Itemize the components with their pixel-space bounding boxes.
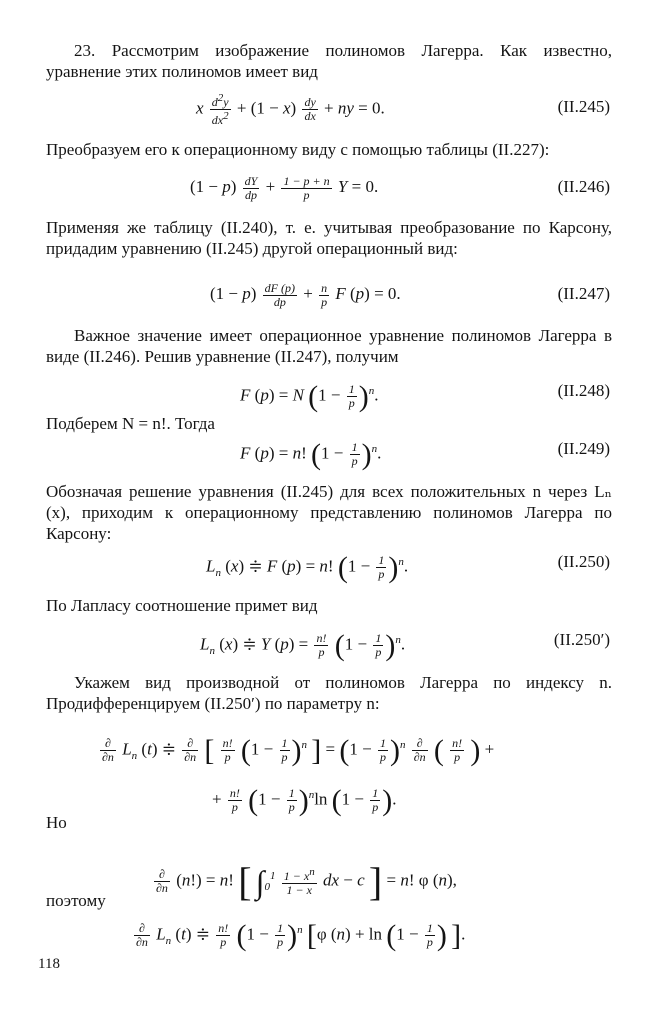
equation-number: (II.246)	[557, 177, 610, 196]
paragraph-therefore: поэтому	[46, 891, 106, 910]
equation-number: (II.249)	[557, 439, 610, 458]
equation-factorial-derivative: $\frac{\partial}{\partial n}$ (n!) = n! [ $\int_0^1$ $\frac{1 - xn}{1 - x}$ dx − c ] = n! φ (n),	[156, 858, 457, 904]
equation-ii-248: F (p) = N (1 − $\frac{1}{p}$ )$^n$.	[240, 379, 379, 413]
equation-ii-249: F (p) = n! (1 − $\frac{1}{p}$ )$^n$.	[240, 437, 382, 471]
equation-ii-246: (1 − p) $\frac{dY}{dp}$ + $\frac{1 - p + n}{p}$ Y = 0.	[190, 173, 379, 202]
equation-number: (II.245)	[557, 97, 610, 116]
paragraph-intro: 23. Рассмотрим изображение полиномов Лагерра. Как известно, уравнение этих полиномов имеет вид	[46, 41, 612, 81]
equation-derivative-line2: + $\frac{n!}{p}$ (1 − $\frac{1}{p}$ )$^n$ln (1 − $\frac{1}{p}$ ).	[212, 783, 397, 817]
paragraph-important: Важное значение имеет операционное уравнение полиномов Лагерра в виде (II.246). Решив уравнение (II.247), получим	[46, 326, 612, 366]
page-number: 118	[38, 956, 60, 972]
paragraph-notation: Обозначая решение уравнения (II.245) для всех положительных n через Lₙ (x), приходим к операционному представлению полиномов Лагерра по Карсону:	[46, 482, 612, 543]
equation-final: $\frac{\partial}{\partial n}$ $L_n$ (t) ≑ $\frac{n!}{p}$ (1 − $\frac{1}{p}$ )$^n$ [φ (n) + ln (1 − $\frac{1}{p}$ ) ].	[136, 918, 466, 952]
paragraph-carson: Применяя же таблицу (II.240), т. е. учитывая преобразование по Карсону, придадим уравнению (II.245) другой операционный вид:	[46, 218, 612, 258]
paragraph-but: Но	[46, 813, 67, 832]
equation-number: (II.247)	[557, 284, 610, 303]
equation-number: (II.250′)	[553, 630, 610, 649]
equation-ii-247: (1 − p) $\frac{dF (p)}{dp}$ + $\frac{n}{p}$ F (p) = 0.	[210, 280, 401, 309]
paragraph-choose-n: Подберем N = n!. Тогда	[46, 414, 215, 433]
paragraph-laplace: По Лапласу соотношение примет вид	[46, 596, 318, 615]
equation-number: (II.250)	[557, 552, 610, 571]
equation-ii-245: x $\frac{d2y}{dx2}$ + (1 − x) $\frac{dy}{dx}$ + ny = 0.	[196, 92, 385, 127]
equation-number: (II.248)	[557, 381, 610, 400]
paragraph-derivative: Укажем вид производной от полиномов Лагерра по индексу n. Продифференцируем (II.250′) по параметру n:	[46, 673, 612, 713]
equation-ii-250-prime: $L_n$ (x) ≑ Y (p) = $\frac{n!}{p}$ (1 − $\frac{1}{p}$ )$^n$.	[200, 628, 406, 662]
equation-ii-250: $L_n$ (x) ≑ F (p) = n! (1 − $\frac{1}{p}$ )$^n$.	[206, 550, 409, 584]
equation-derivative-line1: $\frac{\partial}{\partial n}$ $L_n$ (t) ≑ $\frac{\partial}{\partial n}$ [ $\frac{n!}{p}$ (1 − $\frac{1}{p}$ )$^n$ ] = (1 − $\frac{1}{p}$ )$^n$ $\frac{\partial}{\partial n}$ ( $\frac{n!}{p}$ ) +	[102, 733, 495, 767]
paragraph-transform: Преобразуем его к операционному виду с помощью таблицы (II.227):	[46, 140, 550, 159]
